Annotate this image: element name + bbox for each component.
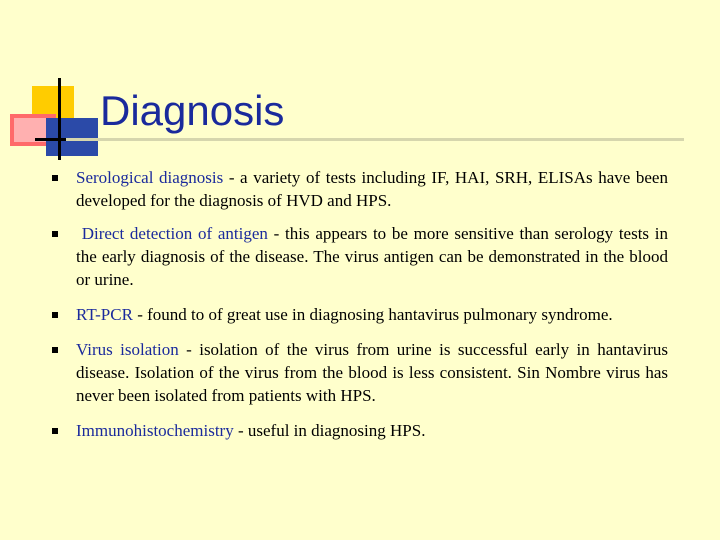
title-decoration-vertical-line [58,78,61,160]
bullet-text: - isolation of the virus from urine is successful early in hantavirus disease. Isolation of the virus from the blood is less consistent. Sin Nombre virus has never been isolated from patients with HPS. [76,340,669,405]
bullet-item-rt-pcr [48,303,668,326]
bullet-item-serological-diagnosis [48,166,668,212]
bullet-text: - useful in diagnosing HPS. [233,421,426,440]
square-bullet-icon [52,175,58,181]
bullet-term: Serological diagnosis [76,168,224,187]
slide-title: Diagnosis [100,87,285,134]
bullet-item-virus-isolation [48,338,668,407]
square-bullet-icon [52,312,58,318]
bullet-text: - found to of great use in diagnosing hantavirus pulmonary syndrome. [132,305,613,324]
bullet-term: Direct detection of antigen [76,224,268,243]
title-underline [66,138,684,141]
bullet-item-immunohistochemistry [48,419,668,442]
bullet-term: Virus isolation [76,340,179,359]
bullet-term: Immunohistochemistry [76,421,234,440]
bullet-text: - this appears to be more sensitive than serology tests in the early diagnosis of the disease. The virus antigen can be demonstrated in the blood or urine. [76,224,669,289]
bullet-text: - a variety of tests including IF, HAI, SRH, ELISAs have been developed for the diagnosis of HVD and HPS. [76,168,668,210]
bullet-list [48,166,668,442]
square-bullet-icon [52,231,58,237]
square-bullet-icon [52,428,58,434]
bullet-item-direct-detection [48,222,668,291]
square-bullet-icon [52,347,58,353]
title-decoration-blue-square [46,118,98,156]
bullet-term: RT-PCR [76,305,133,324]
